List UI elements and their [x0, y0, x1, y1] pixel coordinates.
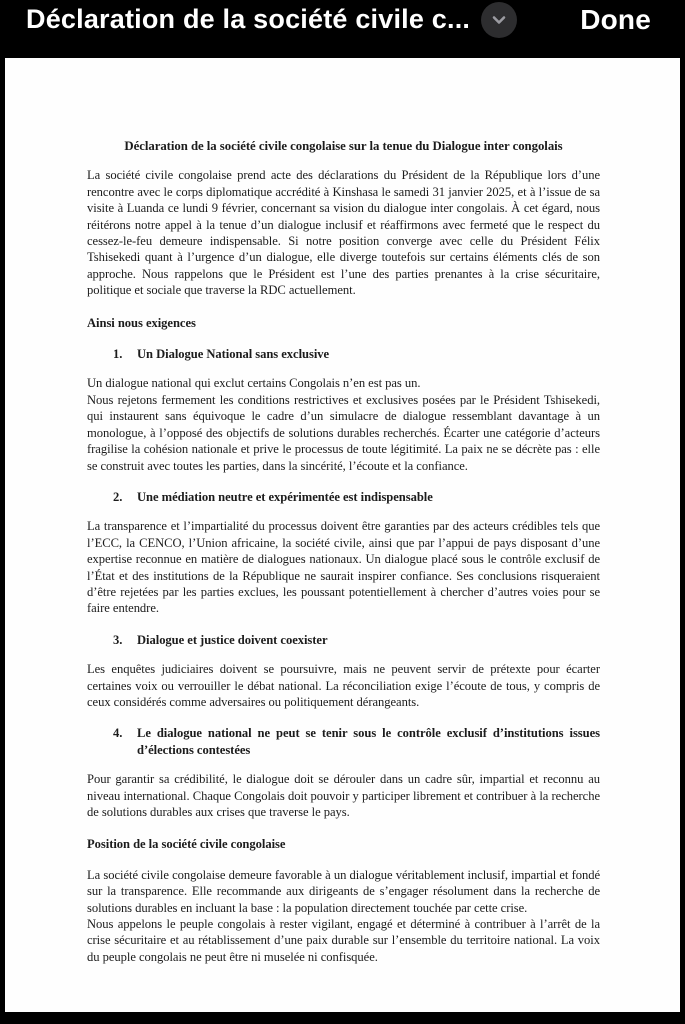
document-page[interactable] — [5, 58, 680, 1012]
demand-item-heading — [87, 346, 600, 362]
chevron-down-icon — [490, 11, 508, 29]
demand-item-heading — [87, 632, 600, 648]
position-paragraph: Nous appelons le peuple congolais à rester vigilant, engagé et déterminé à contribuer à l’arrêt de la crise sécuritaire et au rétablissement d’une paix durable sur l’ensemble du territoire national. La voix du peuple congolais ne peut être ni muselée ni confisquée. — [87, 917, 600, 964]
demand-item-3 — [87, 632, 600, 711]
item-heading-text: Une médiation neutre et expérimentée est indispensable — [137, 489, 433, 504]
demand-item-1 — [87, 346, 600, 474]
intro-paragraph: La société civile congolaise prend acte des déclarations du Président de la République lors d’une rencontre avec le corps diplomatique accrédité à Kinshasa le samedi 31 janvier 2025, et à l’issue de sa visite à Luanda ce lundi 9 février, concernant sa vision du dialogue inter congolais. À cet égard, nous réitérons notre appel à la tenue d’un dialogue inclusif et réaffirmons avec fermeté que le respect du cessez-le-feu demeure indispensable. Si notre position converge avec celle du Président Félix Tshisekedi quant à l’urgence d’un dialogue, elle diverge toutefois sur certains éléments clés de son approche. Nous rappelons que le Président est l’une des parties prenantes à la crise sécuritaire, politique et sociale que traverse la RDC actuellement. — [87, 168, 600, 298]
done-button[interactable]: Done — [580, 1, 651, 38]
demand-item-paragraph: Un dialogue national qui exclut certains Congolais n’en est pas un. — [87, 376, 421, 391]
item-number: 4. — [113, 726, 123, 741]
demands-heading: Ainsi nous exigences — [87, 315, 196, 330]
demand-item-heading — [87, 725, 600, 758]
document-title-dropdown[interactable] — [26, 1, 568, 38]
demand-item-4 — [87, 725, 600, 820]
title-dropdown-button[interactable] — [481, 2, 517, 38]
position-paragraph: La société civile congolaise demeure favorable à un dialogue véritablement inclusif, impartial et fondé sur la transparence. Elle recommande aux dirigeants de s’engager résolument dans la recherche de solutions durables en incluant la base : la population directement touchée par cette crise. — [87, 867, 600, 915]
item-heading-text: Le dialogue national ne peut se tenir sous le contrôle exclusif d’institutions issues d’élections contestées — [137, 726, 600, 757]
item-heading-text: Dialogue et justice doivent coexister — [137, 632, 328, 647]
viewer-topbar — [0, 0, 685, 58]
demand-item-paragraph: Les enquêtes judiciaires doivent se poursuivre, mais ne peuvent servir de prétexte pour écarter certaines voix ou verrouiller le débat national. La réconciliation exige l’écoute de tous, y compris de ceux considérés comme adversaires ou politiquement dérangeants. — [87, 662, 600, 709]
demand-item-paragraph: Nous rejetons fermement les conditions restrictives et exclusives posées par le Président Tshisekedi, qui instaurent sans équivoque le cadre d’un simulacre de dialogue ressemblant davantage à un monologue, à l’opposé des objectifs de solutions durables recherchés. Écarter une catégorie d’acteurs fragilise la cohésion nationale et prive le processus de toute légitimité. La paix ne se décrète pas : elle se construit avec toutes les parties, dans la sincérité, l’écoute et la confiance. — [87, 392, 600, 473]
item-number: 2. — [113, 489, 123, 504]
document-heading: Déclaration de la société civile congolaise sur la tenue du Dialogue inter congolais — [124, 139, 563, 153]
item-number: 1. — [113, 347, 123, 362]
position-heading: Position de la société civile congolaise — [87, 837, 286, 852]
item-heading-text: Un Dialogue National sans exclusive — [137, 347, 330, 362]
demand-item-paragraph: La transparence et l’impartialité du processus doivent être garanties par des acteurs crédibles tels que l’ECC, la CENCO, l’Union africaine, la société civile, ainsi que par l’appui de pays disposant d’une expertise reconnue en matière de dialogues nationaux. Un dialogue placé sous le contrôle exclusif de l’État et des institutions de la République ne saurait inspirer confiance. Ses conclusions risqueraient d’être rejetées par les parties exclues, les poussant potentiellement à chercher d’autres voies pour se faire entendre. — [87, 519, 600, 616]
demand-item-2 — [87, 489, 600, 617]
document-body — [5, 58, 680, 1005]
viewer-title: Déclaration de la société civile c... — [26, 4, 471, 34]
item-number: 3. — [113, 632, 123, 647]
demand-item-paragraph: Pour garantir sa crédibilité, le dialogue doit se dérouler dans un cadre sûr, impartial et reconnu au niveau international. Chaque Congolais doit pouvoir y participer librement et contribuer à la recherche de solutions durables aux crises que traverse le pays. — [87, 772, 600, 819]
demand-item-heading — [87, 489, 600, 505]
